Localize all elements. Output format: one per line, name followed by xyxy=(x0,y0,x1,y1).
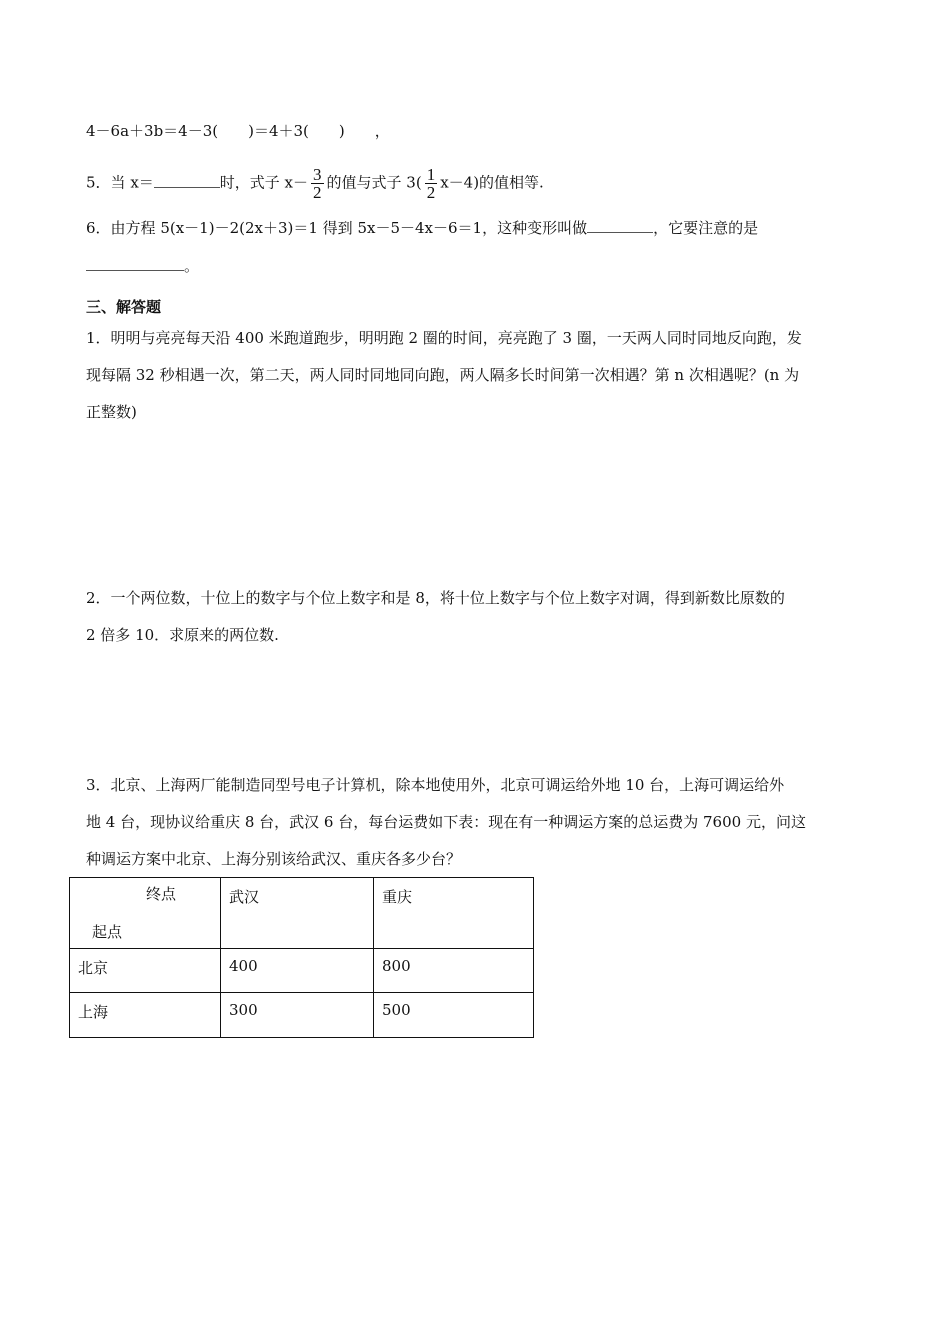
problem-1-line: 1．明明与亮亮每天沿 400 米跑道跑步，明明跑 2 圈的时间，亮亮跑了 3 圈，一天两人同时同地反向跑，发 xyxy=(86,329,802,347)
question-4-text: 4－6a＋3b＝4－3( )＝4＋3( ) ， xyxy=(86,122,390,140)
header-destination-label: 终点 xyxy=(146,885,177,903)
column-header-wuhan: 武汉 xyxy=(221,878,374,949)
cost-cell: 800 xyxy=(374,949,534,993)
problem-2-line: 2．一个两位数，十位上的数字与个位上数字和是 8，将十位上数字与个位上数字对调，得到新数比原数的 xyxy=(86,589,785,607)
fraction-denominator: 2 xyxy=(313,183,322,202)
fraction-three-halves xyxy=(311,166,324,201)
cost-cell: 500 xyxy=(374,993,534,1038)
question-6-text: 由方程 5(x－1)－2(2x＋3)＝1 得到 5x－5－4x－6＝1，这种变形叫做 xyxy=(110,219,588,237)
problem-3-line: 种调运方案中北京、上海分别该给武汉、重庆各多少台？ xyxy=(86,850,462,868)
fraction-one-half xyxy=(425,166,438,201)
section-heading: 三、解答题 xyxy=(86,298,162,316)
answer-blank xyxy=(154,173,220,188)
problem-3-line: 3．北京、上海两厂能制造同型号电子计算机，除本地使用外，北京可调运给外地 10 台，上海可调运给外 xyxy=(86,776,785,794)
freight-cost-table xyxy=(69,877,534,1038)
question-6 xyxy=(86,218,758,238)
question-5-number: 5． xyxy=(86,173,111,192)
question-4 xyxy=(86,121,390,141)
problem-1-line: 正整数) xyxy=(86,403,137,421)
fraction-numerator: 1 xyxy=(426,165,436,184)
answer-blank xyxy=(86,256,184,271)
problem-2 xyxy=(86,580,866,654)
question-6-mid: ，它要注意的是 xyxy=(653,219,759,237)
question-6-end: 。 xyxy=(184,257,200,275)
problem-1-line: 现每隔 32 秒相遇一次，第二天，两人同时同地同向跑，两人隔多长时间第一次相遇？第 n 次相遇呢？(n 为 xyxy=(86,366,800,384)
question-5 xyxy=(86,166,544,201)
question-6-continued xyxy=(86,256,199,276)
cost-cell: 300 xyxy=(221,993,374,1038)
fraction-numerator: 3 xyxy=(313,165,322,184)
table-row xyxy=(70,993,534,1038)
question-5-prefix: 当 x＝ xyxy=(110,173,154,192)
problem-2-line: 2 倍多 10．求原来的两位数. xyxy=(86,626,279,644)
problem-3 xyxy=(86,767,866,878)
problem-3-line: 地 4 台，现协议给重庆 8 台，武汉 6 台，每台运费如下表：现在有一种调运方案的总运费为 7600 元，问这 xyxy=(86,813,806,831)
question-5-suffix: x－4)的值相等. xyxy=(440,173,544,192)
row-origin-cell: 上海 xyxy=(70,993,221,1038)
question-5-mid2: 的值与式子 3( xyxy=(326,173,422,192)
header-origin-label: 起点 xyxy=(92,923,123,941)
fraction-denominator: 2 xyxy=(426,183,436,202)
column-header-chongqing: 重庆 xyxy=(374,878,534,949)
row-origin-cell: 北京 xyxy=(70,949,221,993)
table-header-row xyxy=(70,878,534,949)
answer-blank xyxy=(587,218,653,233)
cost-cell: 400 xyxy=(221,949,374,993)
problem-1 xyxy=(86,320,866,431)
diagonal-header-cell xyxy=(70,878,221,949)
question-6-number: 6． xyxy=(86,219,111,237)
question-5-mid: 时，式子 x－ xyxy=(219,173,309,192)
table-row xyxy=(70,949,534,993)
